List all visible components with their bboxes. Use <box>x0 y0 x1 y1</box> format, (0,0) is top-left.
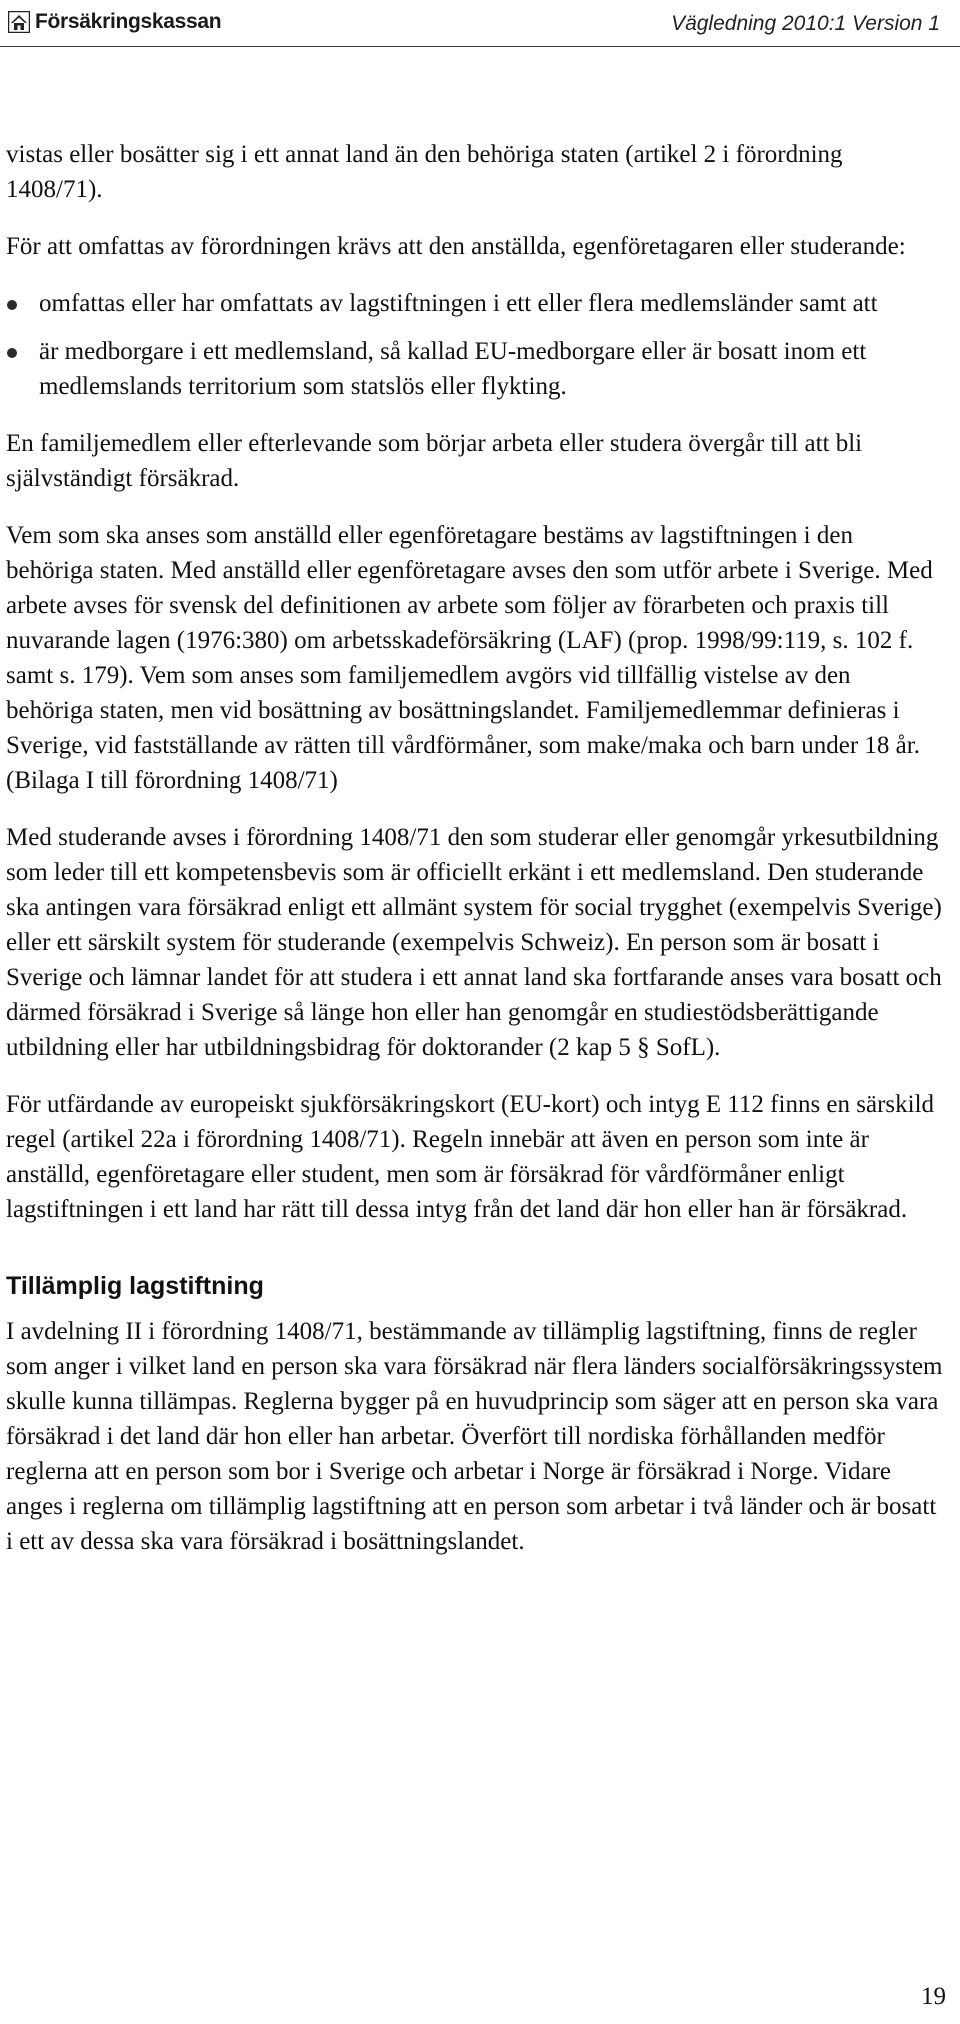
bullet-icon <box>7 348 17 358</box>
house-logo-icon <box>8 11 30 33</box>
bullet-icon <box>7 300 17 310</box>
page-header <box>0 0 960 48</box>
list-item <box>6 286 944 321</box>
page-number: 19 <box>921 1983 946 2010</box>
paragraph-requirements-intro: För att omfattas av förordningen krävs att den anställda, egenföretagaren eller studerande: <box>6 233 906 260</box>
paragraph-eu-card: För utfärdande av europeiskt sjukförsäkringskort (EU-kort) och intyg E 112 finns en särskild regel (artikel 22a i förordning 1408/71). Regeln innebär att även en person som inte är anställd, egenföretagare eller student, men som är försäkrad för vårdförmåner enligt lagstiftningen i ett land har rätt till dessa intyg från det land där hon eller han är försäkrad. <box>6 1091 935 1223</box>
logo <box>8 10 221 34</box>
paragraph-employee-definition: Vem som ska anses som anställd eller egenföretagare bestäms av lagstiftningen i den behöriga staten. Med anställd eller egenföretagare avses den som utför arbete i Sverige. Med arbete avses för svensk del definitionen av arbete som följer av förarbeten och praxis till nuvarande lagen (1976:380) om arbetsskadeförsäkring (LAF) (prop. 1998/99:119, s. 102 f. samt s. 179). Vem som anses som familjemedlem avgörs vid tillfällig vistelse av den behöriga staten, men vid bosättning av bosättningslandet. Familjemedlemmar definieras i Sverige, vid fastställande av rätten till vårdförmåner, som make/maka och barn under 18 år. (Bilaga I till förordning 1408/71) <box>6 522 933 794</box>
document-body <box>6 137 944 1581</box>
requirements-list <box>6 286 944 404</box>
list-item-text: är medborgare i ett medlemsland, så kallad EU-medborgare eller är bosatt inom ett medlemslands territorium som statslös eller flykting. <box>39 338 867 400</box>
section-heading: Tillämplig lagstiftning <box>6 1272 264 1300</box>
paragraph-student-definition: Med studerande avses i förordning 1408/71 den som studerar eller genomgår yrkesutbildning som leder till ett kompetensbevis som är officiellt erkänt i ett medlemsland. Den studerande ska antingen vara försäkrad enligt ett allmänt system för social trygghet (exempelvis Sverige) eller ett särskilt system för studerande (exempelvis Schweiz). En person som är bosatt i Sverige och lämnar landet för att studera i ett annat land ska fortfarande anses vara bosatt och därmed försäkrad i Sverige så länge hon eller han genomgår en studiestödsberättigande utbildning eller har utbildningsbidrag för doktorander (2 kap 5 § SofL). <box>6 824 942 1061</box>
paragraph-family-member: En familjemedlem eller efterlevande som börjar arbeta eller studera övergår till att bli självständigt försäkrad. <box>6 430 863 492</box>
document-version: Vägledning 2010:1 Version 1 <box>671 12 940 35</box>
logo-text: Försäkringskassan <box>35 10 222 33</box>
header-divider <box>0 46 960 47</box>
list-item-text: omfattas eller har omfattats av lagstiftningen i ett eller flera medlemsländer samt att <box>39 290 878 317</box>
list-item <box>6 334 944 404</box>
paragraph-continuation: vistas eller bosätter sig i ett annat land än den behöriga staten (artikel 2 i förordning 1408/71). <box>6 141 843 203</box>
paragraph-applicable-legislation: I avdelning II i förordning 1408/71, bestämmande av tillämplig lagstiftning, finns de regler som anger i vilket land en person ska vara försäkrad när flera länders socialförsäkringssystem skulle kunna tillämpas. Reglerna bygger på en huvudprincip som säger att en person ska vara försäkrad i det land där hon eller han arbetar. Överfört till nordiska förhållanden medför reglerna att en person som bor i Sverige och arbetar i Norge är försäkrad i Norge. Vidare anges i reglerna om tillämplig lagstiftning att en person som arbetar i två länder och är bosatt i ett av dessa ska vara försäkrad i bosättningslandet. <box>6 1318 943 1555</box>
